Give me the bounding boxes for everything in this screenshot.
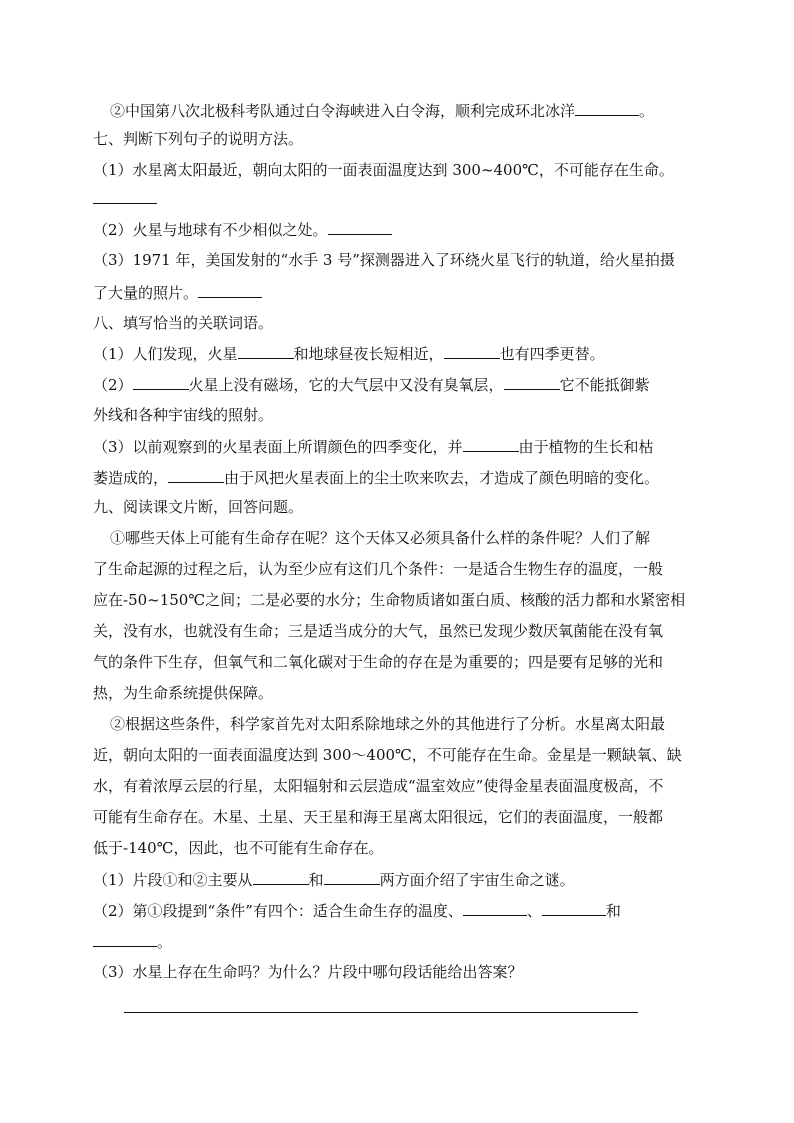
passage-p2-line-2: 近，朝向太阳的一面表面温度达到 300～400℃，不可能存在生命。金星是一颗缺氧、缺: [93, 746, 682, 764]
section-7-heading: 七、判断下列句子的说明方法。: [93, 130, 304, 148]
answer-blank[interactable]: [93, 188, 157, 204]
answer-line[interactable]: [124, 1012, 638, 1013]
question-8-item-3-cont: 萎造成的， 由于风把火星表面上的尘土吹来吹去，才造成了颜色明暗的变化。: [93, 469, 660, 487]
passage-p1-line-1: ①哪些天体上可能有生命存在呢？这个天体又必须具备什么样的条件呢？人们了解: [110, 529, 651, 547]
question-8-item-2: （2） 火星上没有磁场，它的大气层中又没有臭氧层， 它不能抵御紫: [93, 376, 650, 394]
question-9-item-2: （2）第①段提到“条件”有四个：适合生命生存的温度、 、 和: [93, 902, 621, 920]
passage-p1-line-5: 气的条件下生存，但氧气和二氧化碳对于生命的存在是为重要的；四是要有足够的光和: [93, 653, 664, 671]
passage-p2-line-3: 水，有着浓厚云层的行星，太阳辐射和云层造成“温室效应”使得金星表面温度极高，不: [93, 777, 664, 795]
question-9-item-2-cont: 。: [93, 931, 172, 952]
question-8-item-3: （3）以前观察到的火星表面上所谓颜色的四季变化，并 由于植物的生长和枯: [93, 438, 654, 456]
question-7-item-1: （1）水星离太阳最近，朝向太阳的一面表面温度达到 300~400℃，不可能存在生命。: [93, 161, 674, 179]
question-7-item-2: （2）火星与地球有不少相似之处。: [93, 219, 392, 240]
passage-p1-line-2: 了生命起源的过程之后，认为至少应有这们几个条件：一是适合生物生存的温度，一般: [93, 560, 664, 578]
passage-p1-line-4: 关，没有水，也就没有生命；三是适当成分的大气，虽然已发现少数厌氧菌能在没有氧: [93, 622, 664, 640]
section-8-heading: 八、填写恰当的关联词语。: [93, 314, 274, 332]
question-8-item-2-cont: 外线和各种宇宙线的照射。: [93, 406, 274, 424]
passage-p2-line-4: 可能有生命存在。木星、土星、天王星和海王星离太阳很远，它们的表面温度，一般都: [93, 808, 664, 826]
answer-blank[interactable]: [133, 374, 189, 390]
question-7-item-3: （3）1971 年，美国发射的“水手 3 号”探测器进入了环绕火星飞行的轨道，给火星拍摄: [93, 251, 675, 269]
question-9-item-3: （3）水星上存在生命吗？为什么？片段中哪句段话能给出答案？: [93, 963, 523, 981]
answer-blank[interactable]: [542, 900, 606, 916]
section-9-heading: 九、阅读课文片断，回答问题。: [93, 498, 304, 516]
answer-blank[interactable]: [253, 869, 309, 885]
question-9-item-1: （1）片段①和②主要从 和 两方面介绍了宇宙生命之谜。: [93, 871, 575, 889]
answer-blank[interactable]: [444, 343, 500, 359]
answer-blank[interactable]: [463, 900, 527, 916]
question-8-item-1: （1）人们发现，火星 和地球昼夜长短相近， 也有四季更替。: [93, 345, 605, 363]
answer-blank[interactable]: [463, 436, 519, 452]
passage-p2-line-1: ②根据这些条件，科学家首先对太阳系除地球之外的其他进行了分析。水星离太阳最: [110, 715, 666, 733]
answer-blank[interactable]: [198, 282, 262, 298]
answer-blank[interactable]: [504, 374, 560, 390]
answer-blank[interactable]: [328, 219, 392, 235]
answer-blank[interactable]: [238, 343, 294, 359]
answer-blank[interactable]: [324, 869, 380, 885]
answer-blank[interactable]: [93, 931, 157, 947]
passage-p1-line-3: 应在-50~150℃之间；二是必要的水分；生命物质诸如蛋白质、核酸的活力都和水紧密相: [93, 591, 686, 609]
question-7-item-3-cont: 了大量的照片。: [93, 282, 262, 303]
question-6-item-2: ②中国第八次北极科考队通过白令海峡进入白令海，顺利完成环北冰洋 。: [110, 102, 655, 120]
answer-blank[interactable]: [575, 100, 639, 116]
question-7-item-1-blank-line: [93, 188, 157, 209]
passage-p1-line-6: 热，为生命系统提供保障。: [93, 684, 274, 702]
answer-blank[interactable]: [168, 467, 224, 483]
passage-p2-line-5: 低于-140℃，因此，也不可能有生命存在。: [93, 839, 384, 857]
